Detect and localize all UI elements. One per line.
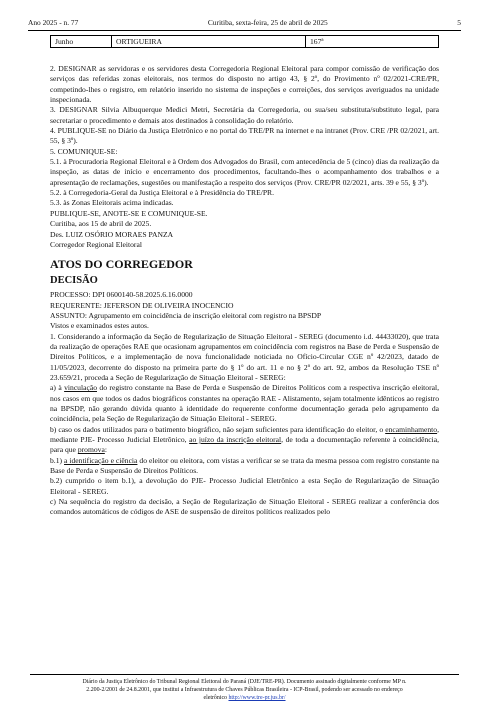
- footer-text: eletrônico: [203, 695, 229, 701]
- signer-name: Des. LUIZ OSÓRIO MORAES PANZA: [50, 229, 174, 239]
- page-footer: [30, 674, 459, 702]
- text-run: b) caso os dados utilizados para o batimento biográfico, não sejam suficientes para identificação do eleitor, o: [50, 424, 386, 434]
- text-run: b.1): [50, 455, 65, 465]
- case-requerente: REQUERENTE: JEFERSON DE OLIVEIRA INOCENCIO: [50, 300, 234, 310]
- page-header: [28, 18, 461, 31]
- underlined-text: vinculação: [64, 383, 97, 393]
- decision-item-a: [50, 383, 439, 424]
- case-assunto: ASSUNTO: Agrupamento em coincidência de inscrição eleitoral com registro na BPSDP: [50, 310, 322, 320]
- decision-item-c: c) Na sequência do registro da decisão, a Seção de Regularização de Situação Eleitoral - SEREG realizar a conferência dos comandos automáticos de códigos de ASE de suspensão de direitos políticos realizados pelo: [50, 497, 439, 517]
- paragraph: 5.1. à Procuradoria Regional Eleitoral e à Ordem dos Advogados do Brasil, com antecedência de 5 (cinco) dias da realização da inspeção, as datas de início e encerramento dos procedimentos, facultando-lhes o acompanhamento dos trabalhos e a apresentação de reclamações, sugestões ou manifestação a respeito dos serviços (Prov. CRE/PR 02/2021, arts. 39 e 55, § 3º).: [50, 157, 439, 187]
- decision-item-b2: b.2) cumprido o item b.1), a devolução do PJE- Processo Judicial Eletrônico a esta Seção de Regularização de Situação Eleitoral - SEREG.: [50, 476, 439, 496]
- paragraph: 5.3. às Zonas Eleitorais acima indicadas.: [50, 198, 174, 208]
- underlined-text: a identificação e ciência: [64, 455, 138, 465]
- text-run: a) à: [50, 383, 65, 393]
- table-cell-month: Junho: [51, 36, 112, 48]
- text-run: :: [104, 445, 107, 455]
- place-date: Curitiba, sexta-feira, 25 de abril de 2025: [207, 18, 328, 27]
- decision-item-b: [50, 425, 439, 456]
- text-run: , mediante PJE- Processo Judicial Eletrônico,: [50, 424, 439, 444]
- paragraph: 2. DESIGNAR as servidoras e os servidores desta Corregedoria Regional Eleitoral para compor comissão de verificação dos serviços das referidas zonas eleitorais, nos termos do disposto no artigo 43, § 2º, do Provimento nº 02/2021-CRE/PR, competindo-lhes o registro, em relatório inserido no sistema de inspeções e correições, dos serviços averiguados na unidade inspecionada.: [50, 64, 439, 105]
- underlined-text: promova: [77, 445, 105, 455]
- paragraph: 5. COMUNIQUE-SE:: [50, 146, 118, 156]
- table-cell-zone: 167ª: [306, 36, 439, 48]
- paragraph: PUBLIQUE-SE, ANOTE-SE E COMUNIQUE-SE.: [50, 208, 208, 218]
- case-vistos: Vistos e examinados estes autos.: [50, 321, 149, 331]
- edition-label: Ano 2025 - n. 77: [28, 18, 79, 27]
- case-processo: PROCESSO: DPI 0600140-58.2025.6.16.0000: [50, 290, 193, 300]
- decision-paragraph-1: 1. Considerando a informação da Seção de Regularização de Situação Eleitoral - SEREG (documento i.d. 44433020), que trata da realização de operações RAE que ocasionam agrupamentos em coincidência com registros na Base de Perda e Suspensão de Direitos Políticos, e a implementação de nova funcionalidade noticiada no Ofício-Circular CGE nº 42/2023, datado de 11/05/2023, decorrente do disposto na primeira parte do § 1º do art. 11 e no § 2º do art. 92, ambos da Resolução TSE nº 23.659/21, proceda a Seção de Regularização de Situação Eleitoral - SEREG:: [50, 331, 439, 382]
- section-title: ATOS DO CORREGEDOR: [50, 257, 193, 272]
- subsection-title: DECISÃO: [50, 275, 98, 287]
- inspection-schedule-table: [50, 35, 439, 48]
- signer-title: Corregedor Regional Eleitoral: [50, 239, 142, 249]
- paragraph: 3. DESIGNAR Silvia Albuquerque Medici Metri, Secretária da Corregedoria, ou sua/seu substituta/substituto legal, para secretariar o procedimento e demais atos destinados à consolidação do relatório.: [50, 105, 439, 125]
- page-number: 5: [457, 18, 461, 27]
- underlined-text: encaminhamento: [385, 424, 438, 434]
- footer-line: Diário da Justiça Eletrônico do Tribunal Regional Eleitoral do Paraná (DJE/TRE-PR). Documento assinado digitalmente conforme MP n.: [82, 679, 407, 685]
- decision-item-b1: [50, 456, 439, 477]
- text-run: do registro constante na Base de Perda e Suspensão de Direitos Políticos com a respectiva inscrição eleitoral, nos casos em que todos os dados biográficos constantes na operação RAE - Alistamento, sejam totalmente idênticos ao registro na BPSDP, não gerando dúvida quanto à identidade do requerente conforme documentação gerada pelo agrupamento da coincidência, pela Seção de Regularização de Situação Eleitoral - SEREG.: [50, 383, 439, 424]
- document-body: [50, 64, 439, 518]
- table-cell-city: ORTIGUEIRA: [112, 36, 306, 48]
- underlined-text: ao juízo da inscrição eleitoral: [189, 435, 282, 444]
- footer-line: 2.200-2/2001 de 24.8.2001, que institui a Infraestrutura de Chaves Públicas Brasileira - ICP-Brasil, podendo ser acessado no endereço: [86, 687, 403, 693]
- table-row: [51, 36, 439, 48]
- text-run: , de toda a documentação referente à coincidência, para que: [50, 435, 440, 455]
- paragraph: Curitiba, aos 15 de abril de 2025.: [50, 219, 152, 229]
- footer-line: [30, 694, 459, 702]
- text-run: do eleitor ou eleitora, com vistas a verificar se se trata da mesma pessoa com registro constante na Base de Perda e Suspensão de Direitos Políticos.: [50, 455, 439, 476]
- paragraph: 4. PUBLIQUE-SE no Diário da Justiça Eletrônico e no portal do TRE/PR na internet e na intranet (Prov. CRE /PR 02/2021, art. 55, § 3º).: [50, 126, 439, 146]
- paragraph: 5.2. à Corregedoria-Geral da Justiça Eleitoral e à Presidência do TRE/PR.: [50, 188, 275, 198]
- footer-link[interactable]: http://www.tre-pr.jus.br/: [228, 695, 286, 701]
